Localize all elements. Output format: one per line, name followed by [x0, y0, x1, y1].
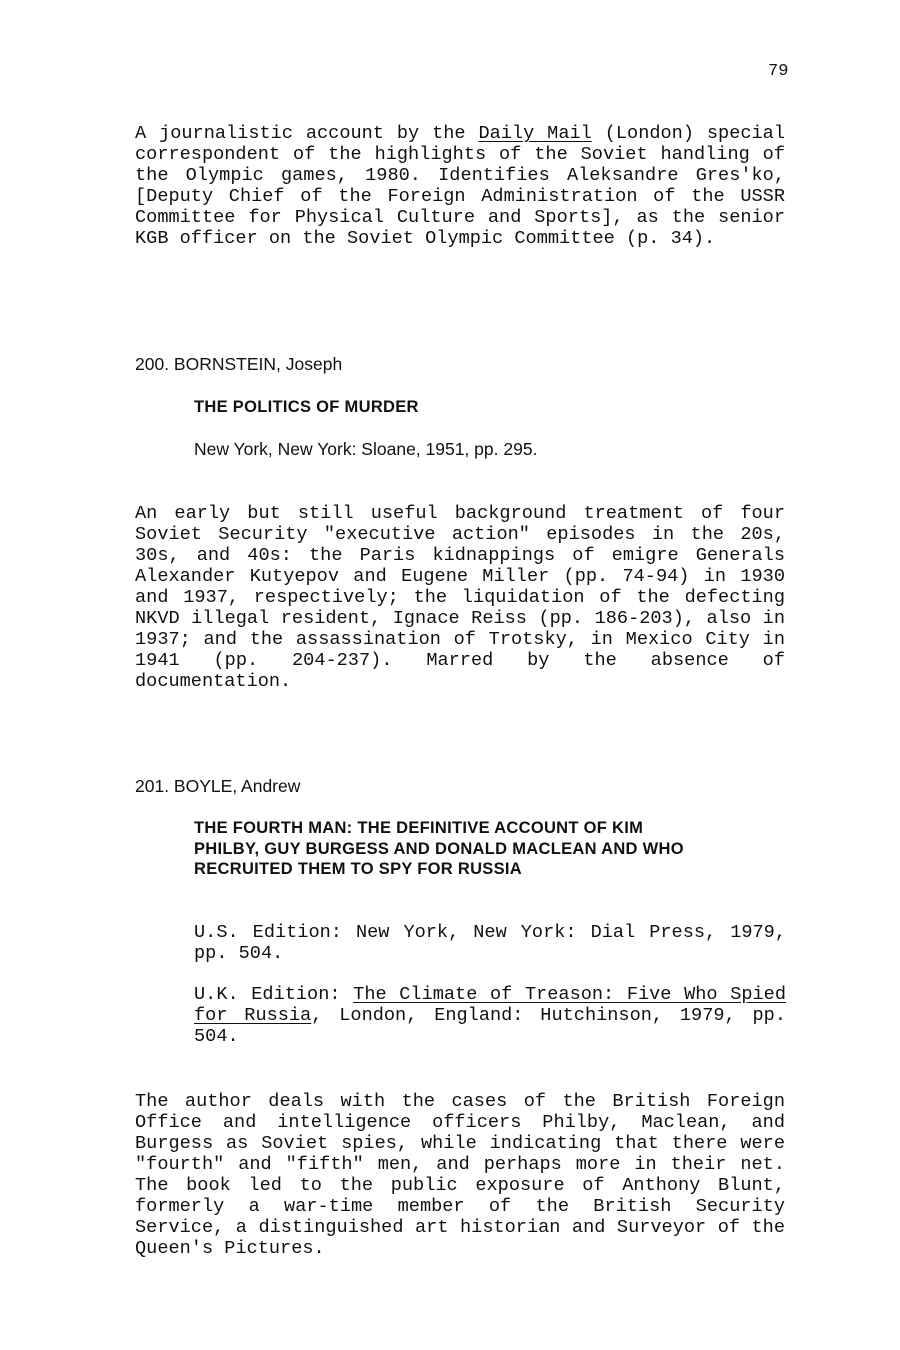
entry-200-heading: 200. BORNSTEIN, Joseph	[135, 354, 343, 374]
entry-201-us-edition: U.S. Edition: New York, New York: Dial Press, 1979, pp. 504.	[194, 922, 786, 964]
entry-201-annotation: The author deals with the cases of the British Foreign Office and intelligence officers Philby, Maclean, and Burgess as Soviet spies, while indicating that there were "fourth" and "fifth" men, and perhaps more in their net. The book led to the public exposure of Anthony Blunt, formerly a war-time member of the British Security Service, a distinguished art historian and Surveyor of the Queen's Pictures.	[135, 1091, 785, 1259]
entry-201-title-line: RECRUITED THEM TO SPY FOR RUSSIA	[194, 860, 523, 878]
entry-201-title-line: PHILBY, GUY BURGESS AND DONALD MACLEAN AND WHO	[194, 839, 684, 858]
uk-edition-rest: , London, England: Hutchinson, 1979, pp. 504.	[194, 1005, 786, 1047]
annotation-text-before: A journalistic account by the	[135, 123, 479, 144]
uk-edition-title: The Climate of Treason: Five Who Spied for Russia	[194, 984, 786, 1026]
newspaper-title: Daily Mail	[478, 123, 592, 144]
entry-201-heading: 201. BOYLE, Andrew	[135, 776, 301, 796]
uk-edition-prefix: U.K. Edition:	[194, 984, 354, 1005]
entry-200-publication: New York, New York: Sloane, 1951, pp. 295.	[194, 439, 538, 459]
entry-201-uk-edition	[194, 984, 786, 1047]
entry-201-title-line: THE FOURTH MAN: THE DEFINITIVE ACCOUNT OF KIM	[194, 819, 644, 837]
entry-201-title	[194, 818, 794, 880]
annotation-text-after: (London) special correspondent of the highlights of the Soviet handling of the Olympic games, 1980. Identifies Aleksandre Gres'ko, [Deputy Chief of the Foreign Administration of the USSR Committee for Physical Culture and Sports], as the senior KGB officer on the Soviet Olympic Committee (p. 34).	[135, 123, 785, 249]
entry-199-annotation	[135, 123, 785, 249]
entry-200-title: THE POLITICS OF MURDER	[194, 398, 419, 416]
page-number: 79	[768, 62, 789, 81]
entry-200-annotation: An early but still useful background treatment of four Soviet Security "executive action" episodes in the 20s, 30s, and 40s: the Paris kidnappings of emigre Generals Alexander Kutyepov and Eugene Miller (pp. 74-94) in 1930 and 1937, respectively; the liquidation of the defecting NKVD illegal resident, Ignace Reiss (pp. 186-203), also in 1937; and the assassination of Trotsky, in Mexico City in 1941 (pp. 204-237). Marred by the absence of documentation.	[135, 503, 785, 692]
